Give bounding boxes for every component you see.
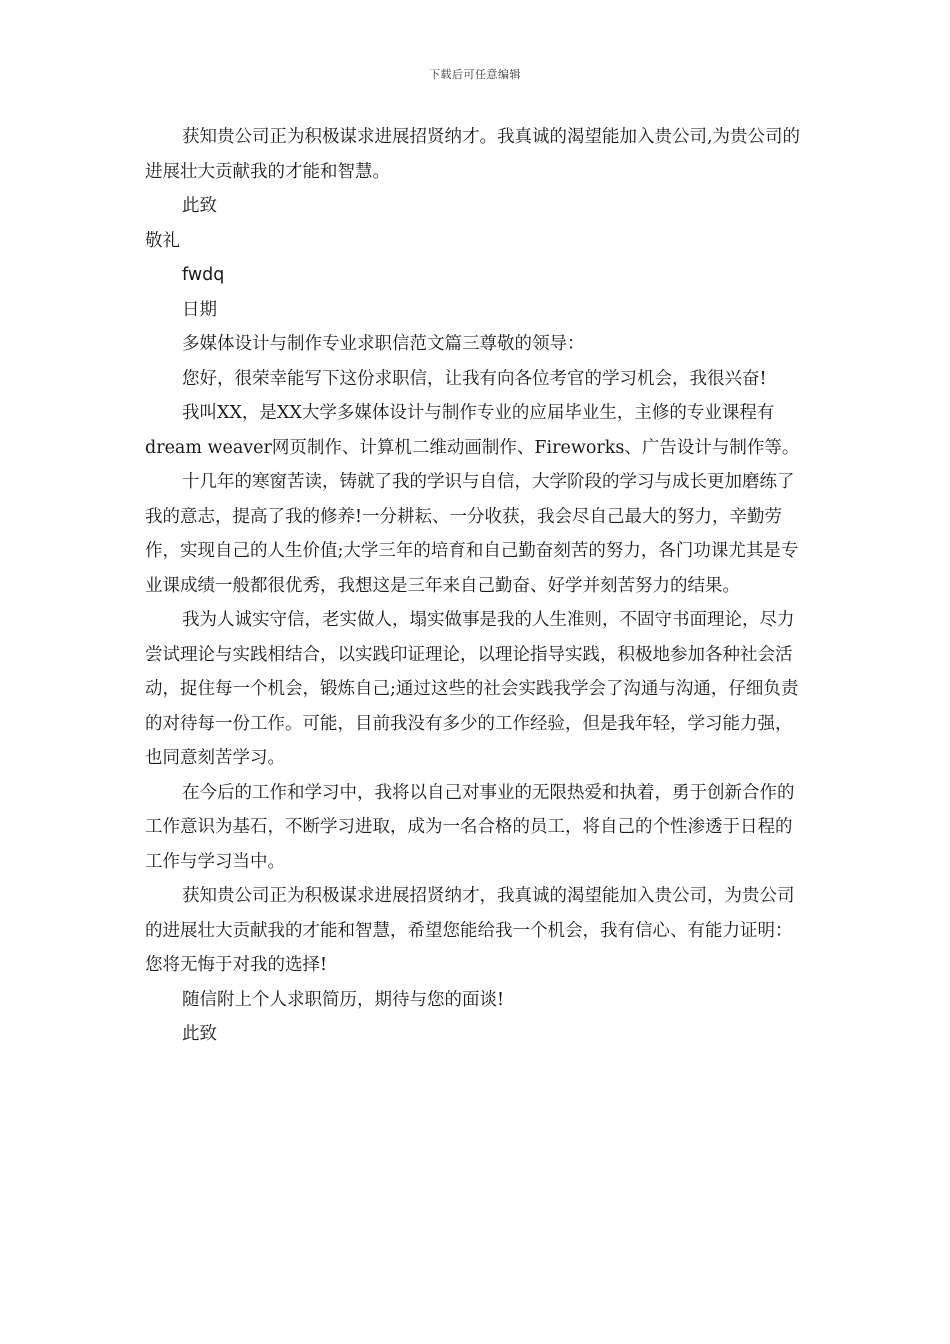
signature: fwdq (182, 265, 225, 285)
paragraph-self-intro: 我叫XX，是XX大学多媒体设计与制作专业的应届毕业生，主修的专业课程有dream weaver网页制作、计算机二维动画制作、Fireworks、广告设计与制作等。 (145, 403, 800, 458)
date-line: 日期 (182, 299, 217, 320)
paragraph-future: 在今后的工作和学习中，我将以自己对事业的无限热爱和执着，勇于创新合作的工作意识为基石，不断学习进取，成为一名合格的员工，将自己的个性渗透于日程的工作与学习当中。 (145, 782, 795, 872)
header-note: 下载后可任意编辑 (429, 68, 521, 81)
paragraph-request: 获知贵公司正为积极谋求进展招贤纳才，我真诚的渴望能加入贵公司，为贵公司的进展壮大贡献我的才能和智慧，希望您能给我一个机会，我有信心、有能力证明：您将无悔于对我的选择! (145, 886, 795, 975)
paragraph-intro: 获知贵公司正为积极谋求进展招贤纳才。我真诚的渴望能加入贵公司,为贵公司的进展壮大贡献我的才能和智慧。 (145, 127, 801, 182)
paragraph-character: 我为人诚实守信，老实做人，塌实做事是我的人生准则，不固守书面理论，尽力尝试理论与实践相结合，以实践印证理论，以理论指导实践，积极地参加各种社会活动，捉住每一个机会，锻炼自己;通过这些的社会实践我学会了沟通与沟通，仔细负责的对待每一份工作。可能，目前我没有多少的工作经验，但是我年轻，学习能力强，也同意刻苦学习。 (145, 610, 799, 768)
paragraph-greeting: 您好，很荣幸能写下这份求职信，让我有向各位考官的学习机会，我很兴奋! (182, 368, 767, 389)
closing-phrase: 此致 (182, 196, 217, 216)
letter-body (145, 120, 805, 1052)
closing-phrase-2: 此致 (182, 1024, 217, 1044)
section-title: 多媒体设计与制作专业求职信范文篇三尊敬的领导： (182, 334, 585, 354)
paragraph-attachment: 随信附上个人求职简历，期待与您的面谈! (182, 989, 505, 1010)
paragraph-education: 十几年的寒窗苦读，铸就了我的学识与自信，大学阶段的学习与成长更加磨练了我的意志，提高了我的修养!一分耕耘、一分收获，我会尽自己最大的努力，辛勤劳作，实现自己的人生价值;大学三年的培育和自己勤奋刻苦的努力，各门功课尤其是专业课成绩一般都很优秀，我想这是三年来自己勤奋、好学并刻苦努力的结果。 (145, 472, 799, 596)
salutation: 敬礼 (145, 230, 180, 251)
